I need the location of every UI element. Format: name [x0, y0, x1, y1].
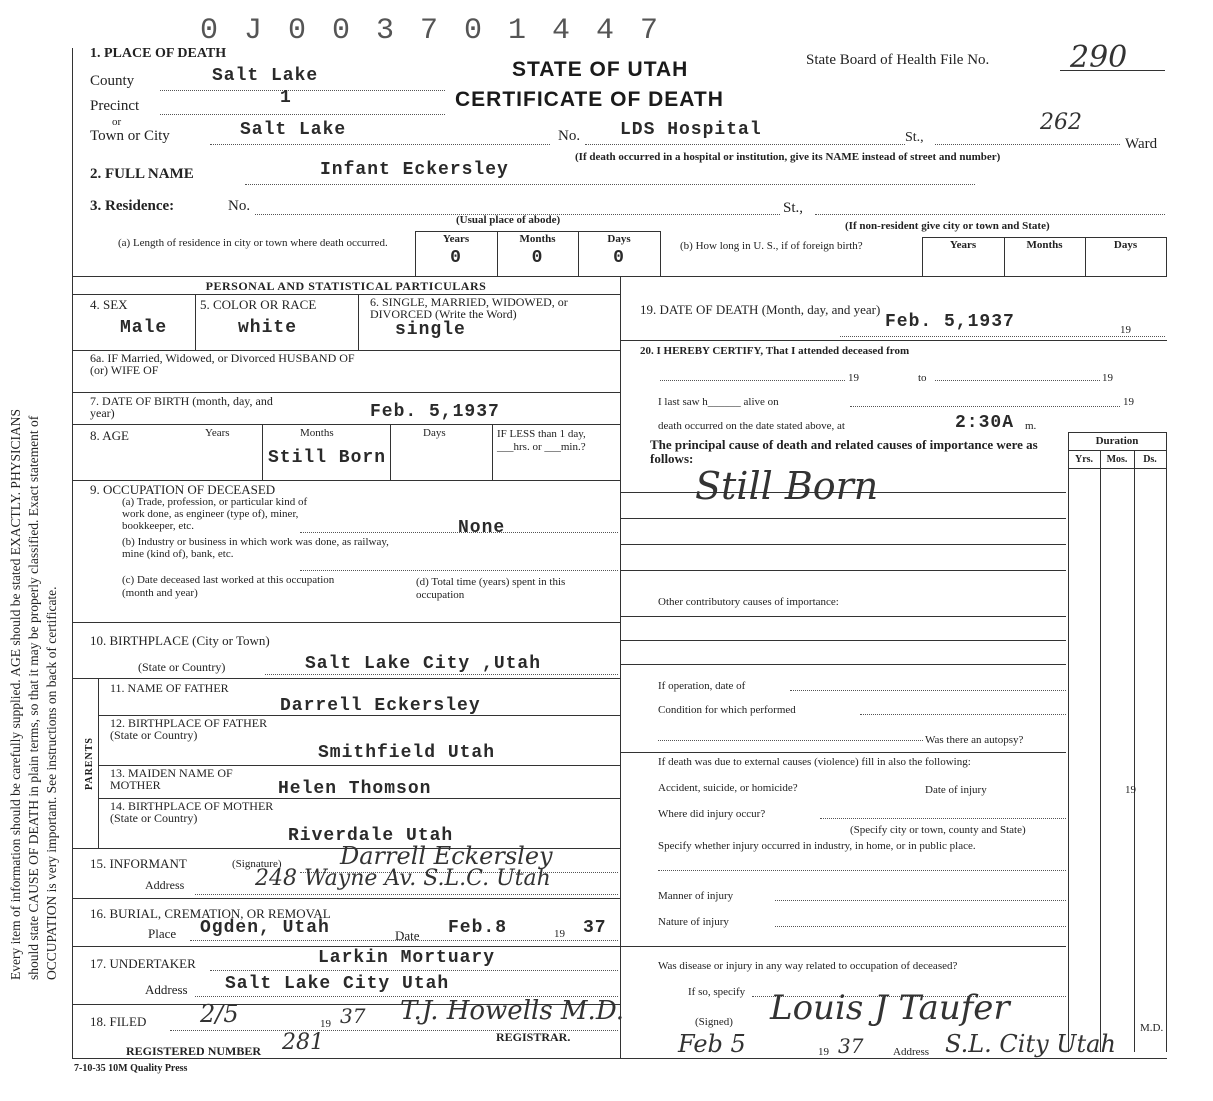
signed-label: (Signed) — [695, 1016, 733, 1028]
filed-label: 18. FILED — [90, 1014, 147, 1029]
date-of-death-value: Feb. 5,1937 — [885, 312, 1015, 332]
dob-label: 7. DATE OF BIRTH (month, day, and year) — [90, 394, 273, 420]
residence-months: 0 — [531, 248, 544, 268]
us-months-label: Months — [1026, 239, 1063, 251]
length-residence-label: (a) Length of residence in city or town where death occurred. — [118, 237, 388, 249]
county-label: County — [90, 73, 135, 89]
color-value: white — [238, 318, 298, 338]
filed-year-prefix: 19 — [320, 1018, 331, 1030]
if-less-label: IF LESS than 1 day, ___hrs. or ___min.? — [497, 428, 586, 453]
mother-name-label: 13. MAIDEN NAME OF MOTHER — [110, 766, 233, 792]
burial-place-value: Ogden, Utah — [200, 918, 330, 938]
residence-st-label: St., — [783, 200, 804, 216]
mother-name-value: Helen Thomson — [278, 779, 432, 799]
file-no: 290 — [1070, 40, 1128, 75]
days-label: Days — [607, 233, 631, 245]
side-note-line3: OCCUPATION is very important. See instructions on back of certificate. — [44, 586, 59, 980]
personal-section-title: PERSONAL AND STATISTICAL PARTICULARS — [205, 279, 487, 293]
undertaker-label: 17. UNDERTAKER — [90, 956, 196, 971]
registrar-signature: T.J. Howells M.D. — [400, 996, 624, 1026]
undertaker-address-value: Salt Lake City Utah — [225, 974, 450, 994]
filed-year: 37 — [340, 1004, 366, 1028]
state-title: STATE OF UTAH — [512, 58, 689, 81]
cause-of-death: Still Born — [695, 464, 879, 508]
town-value: Salt Lake — [240, 120, 347, 140]
full-name-label: 2. FULL NAME — [90, 166, 194, 182]
age-years-label: Years — [205, 427, 230, 439]
birthplace-label: 10. BIRTHPLACE (City or Town) — [90, 633, 270, 648]
time-m-label: m. — [1025, 420, 1037, 432]
condition-label: Condition for which performed — [658, 704, 796, 716]
us-residence-label: (b) How long in U. S., if of foreign birth? — [680, 240, 863, 252]
sign-year-prefix: 19 — [818, 1046, 829, 1058]
county-value: Salt Lake — [212, 66, 319, 86]
specify-city-label: (Specify city or town, county and State) — [850, 824, 1026, 836]
father-birthplace-value: Smithfield Utah — [318, 743, 496, 763]
residence-days: 0 — [613, 248, 625, 268]
serial-number: 0 J 0 0 3 7 0 1 4 4 7 — [200, 14, 663, 48]
accident-label: Accident, suicide, or homicide? — [658, 782, 798, 794]
occupation-a: (a) Trade, profession, or particular kind of work done, as engineer (type of), miner, bookkeeper, etc. — [122, 496, 308, 532]
age-months-label: Months — [300, 427, 334, 439]
date-of-death-suffix: 19 — [1120, 324, 1131, 336]
full-name-value: Infant Eckersley — [320, 160, 509, 180]
years-label: Years — [442, 233, 470, 245]
date-injury-label: Date of injury — [925, 784, 987, 796]
burial-year-prefix: 19 — [554, 928, 565, 940]
sex-label: 4. SEX — [90, 297, 128, 312]
informant-label: 15. INFORMANT — [90, 856, 187, 871]
sign-year: 37 — [838, 1034, 864, 1058]
mother-birthplace-value: Riverdale Utah — [288, 826, 454, 846]
disease-occupation-label: Was disease or injury in any way related to occupation of deceased? — [658, 960, 958, 972]
us-days-label: Days — [1113, 239, 1138, 251]
age-days-label: Days — [423, 427, 446, 439]
father-name-label: 11. NAME OF FATHER — [110, 681, 229, 695]
age-label: 8. AGE — [90, 428, 129, 443]
informant-signature: Darrell Eckersley — [340, 842, 553, 870]
father-birthplace-label: 12. BIRTHPLACE OF FATHER (State or Country) — [110, 716, 268, 742]
md-label: M.D. — [1140, 1022, 1164, 1034]
autopsy-label: Was there an autopsy? — [925, 734, 1024, 746]
usual-abode-note: (Usual place of abode) — [456, 214, 561, 226]
institution-value: LDS Hospital — [620, 120, 762, 140]
last-saw-label: I last saw h______ alive on — [658, 396, 779, 408]
filed-date: 2/5 — [200, 1000, 239, 1028]
father-name-value: Darrell Eckersley — [280, 696, 481, 716]
duration-ds-label: Ds. — [1143, 454, 1157, 465]
certificate-title: CERTIFICATE OF DEATH — [455, 88, 724, 111]
burial-date-value: Feb.8 — [448, 918, 508, 938]
specify-whether-label: Specify whether injury occurred in industry, in home, or in public place. — [658, 840, 976, 852]
undertaker-value: Larkin Mortuary — [318, 948, 496, 968]
occupation-c: (c) Date deceased last worked at this occupation (month and year) — [122, 574, 335, 599]
ward-no: 262 — [1040, 110, 1082, 135]
last-saw-year-prefix: 19 — [1123, 396, 1134, 408]
occupation-label: 9. OCCUPATION OF DECEASED — [90, 482, 276, 497]
undertaker-address-label: Address — [145, 982, 188, 997]
burial-date-label: Date — [395, 928, 420, 943]
residence-label: 3. Residence: — [90, 198, 175, 214]
occupation-value: None — [458, 518, 506, 538]
months-label: Months — [519, 233, 556, 245]
color-label: 5. COLOR OR RACE — [200, 297, 317, 312]
nonresident-note: (If non-resident give city or town and State) — [845, 220, 1050, 232]
marital-label: 6. SINGLE, MARRIED, WIDOWED, or DIVORCED (Write the Word) — [370, 295, 568, 321]
injury-year-prefix: 19 — [1125, 784, 1136, 796]
street-no-label: No. — [558, 128, 581, 144]
burial-label: 16. BURIAL, CREMATION, OR REMOVAL — [90, 906, 331, 921]
or-label: or — [112, 116, 122, 128]
sign-date: Feb 5 — [678, 1030, 746, 1058]
burial-place-label: Place — [148, 926, 177, 941]
other-causes-label: Other contributory causes of importance: — [658, 596, 839, 608]
birthplace-state-label: (State or Country) — [138, 660, 226, 674]
to-year-prefix: 19 — [1102, 372, 1113, 384]
occupation-d: (d) Total time (years) spent in this occupation — [416, 576, 566, 601]
duration-label: Duration — [1095, 435, 1139, 447]
duration-yrs-label: Yrs. — [1074, 454, 1094, 465]
where-injury-label: Where did injury occur? — [658, 808, 766, 820]
mother-birthplace-label: 14. BIRTHPLACE OF MOTHER (State or Country) — [110, 799, 274, 825]
marital-value: single — [395, 320, 466, 340]
death-occurred-label: death occurred on the date stated above, at — [658, 420, 845, 432]
hospital-note: (If death occurred in a hospital or institution, give its NAME instead of street and number) — [575, 151, 1001, 163]
age-value: Still Born — [268, 448, 387, 468]
date-of-death-label: 19. DATE OF DEATH (Month, day, and year) — [640, 302, 881, 317]
cause-label: The principal cause of death and related causes of importance were as follows: — [650, 437, 1038, 466]
duration-mos-label: Mos. — [1106, 454, 1128, 465]
informant-signature-label: (Signature) — [232, 858, 282, 870]
parents-label: PARENTS — [84, 737, 95, 790]
from-year-prefix: 19 — [848, 372, 859, 384]
registered-number: 281 — [282, 1030, 324, 1055]
physician-signature: Louis J Taufer — [770, 988, 1010, 1028]
occupation-b: (b) Industry or business in which work was done, as railway, mine (kind of), bank, etc. — [122, 536, 389, 560]
town-label: Town or City — [90, 128, 170, 144]
precinct-label: Precinct — [90, 98, 140, 114]
print-code: 7-10-35 10M Quality Press — [74, 1063, 188, 1074]
ward-label: Ward — [1125, 136, 1158, 152]
spouse-label: 6a. IF Married, Widowed, or Divorced HUSBAND OF (or) WIFE OF — [90, 351, 355, 377]
burial-year-value: 37 — [583, 918, 607, 938]
place-of-death-label: 1. PLACE OF DEATH — [90, 46, 227, 61]
residence-no-label: No. — [228, 198, 251, 214]
birthplace-value: Salt Lake City ,Utah — [305, 654, 542, 674]
street-label: St., — [905, 130, 924, 145]
informant-address-label: Address — [145, 878, 185, 892]
physician-address-label: Address — [893, 1046, 930, 1058]
physician-address: S.L. City Utah — [945, 1030, 1116, 1058]
registered-number-label: REGISTERED NUMBER — [126, 1044, 262, 1058]
sex-value: Male — [120, 318, 168, 338]
if-so-label: If so, specify — [688, 986, 746, 998]
nature-label: Nature of injury — [658, 916, 729, 928]
side-note-line1: Every item of information should be carefully supplied. AGE should be stated EXACTLY. PHYSICIANS — [8, 409, 23, 980]
precinct-value: 1 — [280, 88, 292, 108]
certify-label: 20. I HEREBY CERTIFY, That I attended deceased from — [640, 345, 910, 357]
informant-address: 248 Wayne Av. S.L.C. Utah — [255, 866, 551, 891]
side-note-line2: should state CAUSE OF DEATH in plain terms, so that it may be properly classified. Exact statement of — [26, 415, 41, 980]
residence-years: 0 — [450, 248, 462, 268]
external-causes-label: If death was due to external causes (violence) fill in also the following: — [658, 756, 971, 768]
to-label: to — [918, 372, 927, 384]
operation-label: If operation, date of — [658, 680, 746, 692]
us-years-label: Years — [949, 239, 977, 251]
manner-label: Manner of injury — [658, 890, 734, 902]
dob-value: Feb. 5,1937 — [370, 402, 500, 422]
time-of-death: 2:30A — [955, 413, 1015, 433]
file-no-label: State Board of Health File No. — [806, 52, 990, 68]
registrar-label: REGISTRAR. — [496, 1030, 571, 1044]
